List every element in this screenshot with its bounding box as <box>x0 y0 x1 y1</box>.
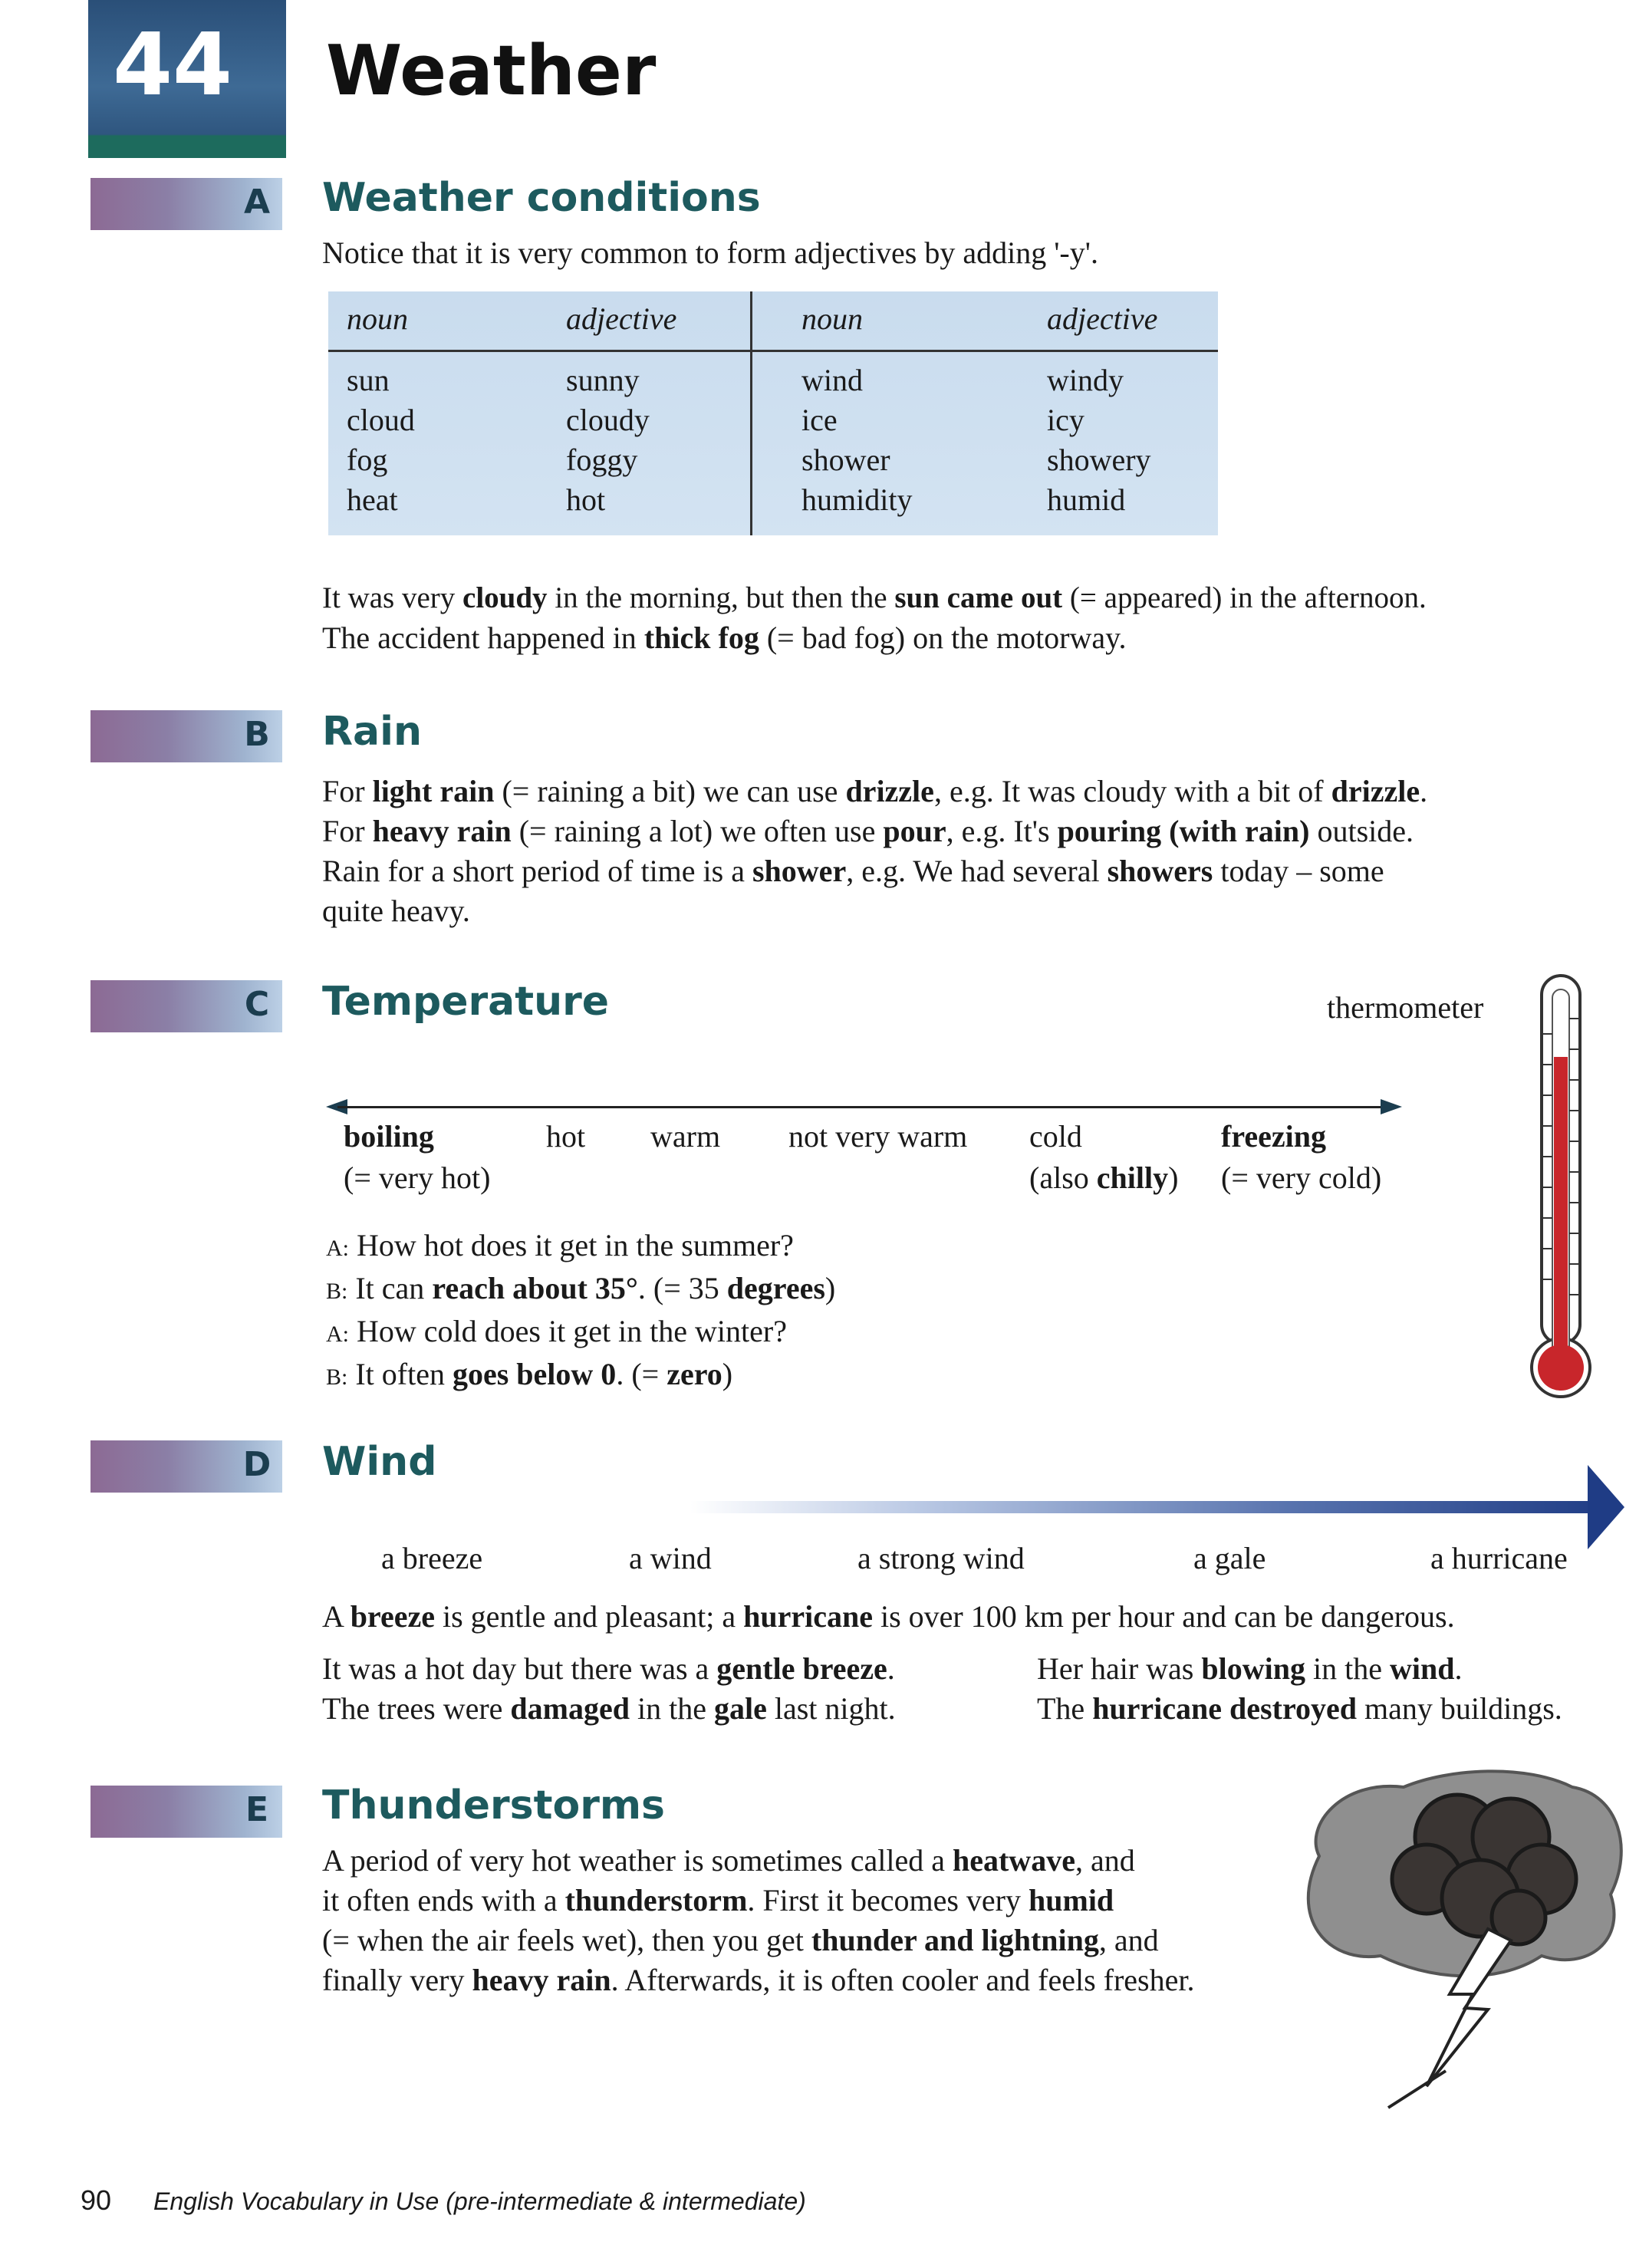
temp-cold-note: (also chilly) <box>1029 1160 1179 1195</box>
table-cell: sun <box>347 363 390 397</box>
temp-freezing-note: (= very cold) <box>1221 1160 1382 1195</box>
page-number: 90 <box>81 2184 112 2216</box>
table-cell: humidity <box>801 482 913 517</box>
section-a-example-1: It was very cloudy in the morning, but then the sun came out (= appeared) in the afternoon. <box>322 581 1427 614</box>
table-header-adjective-2: adjective <box>1047 301 1158 336</box>
page-title: Weather <box>326 31 657 111</box>
thermometer-icon <box>1526 973 1595 1410</box>
temperature-scale-line <box>337 1106 1388 1108</box>
wind-scale-item: a hurricane <box>1430 1541 1568 1575</box>
temp-boiling: boiling <box>344 1119 434 1154</box>
wind-scale-item: a gale <box>1193 1541 1266 1575</box>
table-cell: cloud <box>347 403 415 437</box>
section-a-letter: A <box>243 183 271 222</box>
table-cell: cloudy <box>566 403 650 437</box>
arrow-right-icon <box>1588 1465 1624 1549</box>
table-cell: fog <box>347 443 388 477</box>
table-header-noun-1: noun <box>347 301 408 336</box>
section-d-letter: D <box>242 1445 272 1484</box>
section-d-example-left-1: It was a hot day but there was a gentle breeze. <box>322 1651 895 1686</box>
table-cell: humid <box>1047 482 1126 517</box>
table-column-noun-1 <box>347 360 415 520</box>
table-column-noun-2 <box>801 360 912 520</box>
dialog-line: B: It can reach about 35°. (= 35 degrees) <box>326 1271 836 1305</box>
table-cell: icy <box>1047 403 1085 437</box>
table-cell: ice <box>801 403 838 437</box>
table-cell: showery <box>1047 443 1151 477</box>
temp-not-very-warm: not very warm <box>788 1119 968 1154</box>
dialog-line: A: How cold does it get in the winter? <box>326 1314 787 1348</box>
section-d-summary: A breeze is gentle and pleasant; a hurricane is over 100 km per hour and can be dangerous. <box>322 1599 1455 1634</box>
book-title: English Vocabulary in Use (pre-intermediate & intermediate) <box>153 2187 806 2215</box>
section-e-line-2: it often ends with a thunderstorm. First it becomes very humid <box>322 1883 1114 1917</box>
storm-cloud-icon <box>1296 1764 1634 2117</box>
table-cell: heat <box>347 482 398 517</box>
wind-scale-item: a strong wind <box>857 1541 1025 1575</box>
section-b-line-4: quite heavy. <box>322 894 470 928</box>
table-cell: wind <box>801 363 863 397</box>
section-d-heading: Wind <box>322 1439 437 1485</box>
section-e-line-1: A period of very hot weather is sometimes called a heatwave, and <box>322 1843 1135 1878</box>
section-b-letter: B <box>244 715 270 754</box>
unit-number: 44 <box>113 15 232 115</box>
thermometer-label: thermometer <box>1327 990 1484 1025</box>
temperature-dialog <box>326 1226 835 1397</box>
wind-strength-arrow <box>690 1492 1611 1522</box>
section-e-letter: E <box>245 1790 269 1829</box>
table-header-rule <box>328 350 1218 352</box>
dialog-line: B: It often goes below 0. (= zero) <box>326 1357 733 1391</box>
table-cell: windy <box>1047 363 1124 397</box>
temp-hot: hot <box>546 1119 586 1154</box>
table-divider <box>750 291 752 535</box>
section-c-letter: C <box>244 985 270 1024</box>
section-d-example-right-2: The hurricane destroyed many buildings. <box>1037 1691 1562 1726</box>
section-a-heading: Weather conditions <box>322 175 761 221</box>
section-d-example-left-2: The trees were damaged in the gale last night. <box>322 1691 896 1726</box>
section-e-line-3: (= when the air feels wet), then you get thunder and lightning, and <box>322 1923 1159 1957</box>
section-b-heading: Rain <box>322 709 422 755</box>
wind-scale-item: a wind <box>629 1541 712 1575</box>
section-d-example-right-1: Her hair was blowing in the wind. <box>1037 1651 1463 1686</box>
table-header-adjective-1: adjective <box>566 301 677 336</box>
temp-boiling-note: (= very hot) <box>344 1160 491 1195</box>
wind-scale-item: a breeze <box>381 1541 483 1575</box>
section-c-heading: Temperature <box>322 979 610 1025</box>
table-cell: sunny <box>566 363 640 397</box>
section-b-line-1: For light rain (= raining a bit) we can use drizzle, e.g. It was cloudy with a bit of drizzle. <box>322 774 1428 808</box>
section-a-example-2: The accident happened in thick fog (= bad fog) on the motorway. <box>322 620 1127 655</box>
dialog-line: A: How hot does it get in the summer? <box>326 1228 794 1262</box>
section-b-line-2: For heavy rain (= raining a lot) we often use pour, e.g. It's pouring (with rain) outside. <box>322 814 1414 848</box>
section-e-line-4: finally very heavy rain. Afterwards, it is often cooler and feels fresher. <box>322 1963 1195 1997</box>
section-a-intro: Notice that it is very common to form adjectives by adding '-y'. <box>322 235 1098 270</box>
temp-warm: warm <box>650 1119 721 1154</box>
section-b-line-3: Rain for a short period of time is a shower, e.g. We had several showers today – some <box>322 854 1384 888</box>
table-header-noun-2: noun <box>801 301 863 336</box>
section-e-heading: Thunderstorms <box>322 1782 665 1829</box>
temp-cold: cold <box>1029 1119 1082 1154</box>
table-column-adjective-1 <box>566 360 650 520</box>
table-cell: foggy <box>566 443 638 477</box>
temp-freezing: freezing <box>1221 1119 1326 1154</box>
arrow-right-icon <box>1381 1099 1402 1114</box>
table-cell: shower <box>801 443 890 477</box>
table-column-adjective-2 <box>1047 360 1151 520</box>
table-cell: hot <box>566 482 606 517</box>
